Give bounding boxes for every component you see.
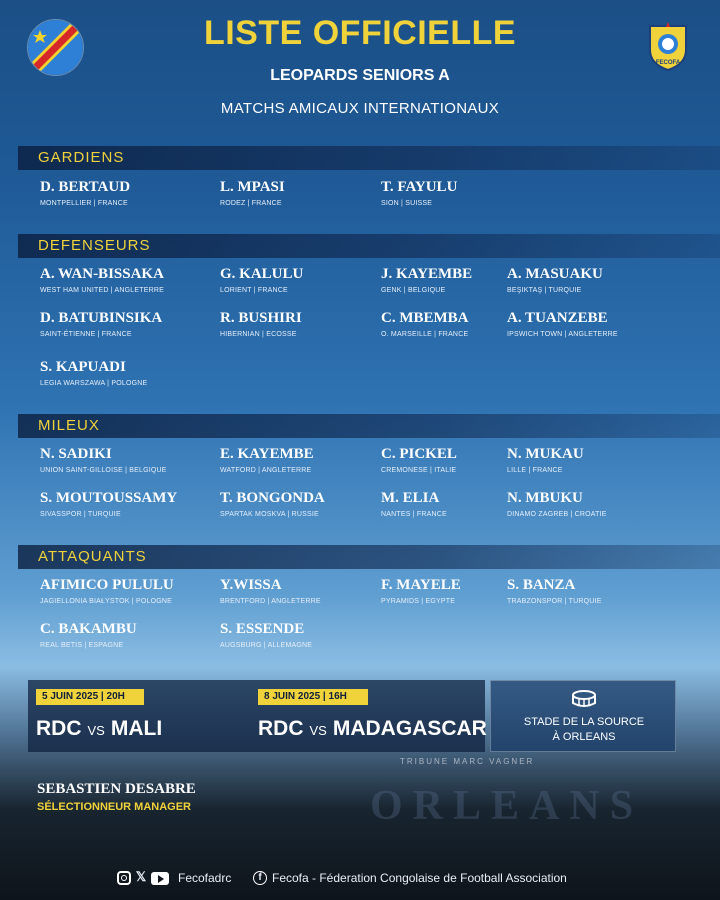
player-name: N. SADIKI bbox=[40, 446, 112, 462]
player-card bbox=[40, 359, 220, 387]
section-title: MILEUX bbox=[38, 417, 100, 434]
player-club: SION | SUISSE bbox=[381, 200, 433, 207]
page-title: LISTE OFFICIELLE bbox=[203, 14, 517, 52]
player-card bbox=[40, 621, 220, 649]
player-card bbox=[507, 310, 687, 338]
player-club: BRENTFORD | ANGLETERRE bbox=[220, 598, 321, 605]
section-title: DEFENSEURS bbox=[38, 237, 151, 254]
venue-name bbox=[491, 715, 677, 745]
x-icon[interactable]: 𝕏 bbox=[135, 869, 147, 884]
player-name: AFIMICO PULULU bbox=[40, 577, 174, 593]
stadium-icon bbox=[571, 689, 597, 709]
section-bar-attaquants bbox=[18, 545, 720, 569]
home-team: RDC bbox=[258, 717, 304, 740]
player-name: G. KALULU bbox=[220, 266, 304, 282]
player-name: A. TUANZEBE bbox=[507, 310, 608, 326]
player-card bbox=[220, 179, 400, 207]
player-card bbox=[40, 490, 220, 518]
section-bar-mileux bbox=[18, 414, 720, 438]
player-name: C. BAKAMBU bbox=[40, 621, 137, 637]
player-name: F. MAYELE bbox=[381, 577, 461, 593]
stadium-banner: ORLEANS bbox=[370, 783, 644, 829]
player-club: UNION SAINT-GILLOISE | BELGIQUE bbox=[40, 467, 167, 474]
coach-role: SÉLECTIONNEUR MANAGER bbox=[37, 801, 192, 813]
match-date: 5 JUIN 2025 | 20H bbox=[36, 689, 144, 705]
player-name: S. BANZA bbox=[507, 577, 576, 593]
player-club: SPARTAK MOSKVA | RUSSIE bbox=[220, 511, 319, 518]
player-card bbox=[220, 490, 400, 518]
instagram-icon[interactable] bbox=[117, 871, 131, 885]
match-date: 8 JUIN 2025 | 16H bbox=[258, 689, 368, 705]
player-card bbox=[507, 446, 687, 474]
player-card bbox=[381, 179, 561, 207]
player-name: L. MPASI bbox=[220, 179, 285, 195]
player-name: D. BATUBINSIKA bbox=[40, 310, 163, 326]
fixtures-panel bbox=[28, 680, 485, 752]
player-card bbox=[40, 446, 220, 474]
away-team: MADAGASCAR bbox=[332, 717, 487, 740]
youtube-icon[interactable] bbox=[151, 872, 169, 885]
venue-panel bbox=[490, 680, 676, 752]
venue-line-2: À ORLEANS bbox=[552, 731, 616, 743]
player-card bbox=[40, 310, 220, 338]
away-team: MALI bbox=[110, 717, 163, 740]
section-title: GARDIENS bbox=[38, 149, 125, 166]
svg-text:FECOFA: FECOFA bbox=[655, 60, 681, 66]
player-name: Y.WISSA bbox=[220, 577, 282, 593]
player-card bbox=[220, 621, 400, 649]
player-club: IPSWICH TOWN | ANGLETERRE bbox=[507, 331, 618, 338]
player-name: C. MBEMBA bbox=[381, 310, 469, 326]
stand-sign: TRIBUNE MARC VAGNER bbox=[400, 757, 535, 766]
player-club: SIVASSPOR | TURQUIE bbox=[40, 511, 121, 518]
event-name: MATCHS AMICAUX INTERNATIONAUX bbox=[220, 100, 500, 117]
coach-name: SEBASTIEN DESABRE bbox=[37, 781, 196, 797]
vs-label: VS bbox=[87, 723, 105, 738]
section-title: ATTAQUANTS bbox=[38, 548, 147, 565]
player-name: S. ESSENDE bbox=[220, 621, 305, 637]
match-fixture bbox=[36, 717, 162, 741]
player-name: C. PICKEL bbox=[381, 446, 457, 462]
player-club: PYRAMIDS | EGYPTE bbox=[381, 598, 456, 605]
player-club: REAL BETIS | ESPAGNE bbox=[40, 642, 124, 649]
home-team: RDC bbox=[36, 717, 82, 740]
player-club: JAGIELLONIA BIAŁYSTOK | POLOGNE bbox=[40, 598, 172, 605]
player-club: WEST HAM UNITED | ANGLETERRE bbox=[40, 287, 164, 294]
player-club: DINAMO ZAGREB | CROATIE bbox=[507, 511, 607, 518]
player-card bbox=[40, 179, 220, 207]
social-handle[interactable]: Fecofadrc bbox=[178, 871, 232, 885]
player-club: LORIENT | FRANCE bbox=[220, 287, 288, 294]
footer bbox=[0, 868, 720, 892]
player-club: BEŞIKTAŞ | TURQUIE bbox=[507, 287, 582, 294]
player-card bbox=[507, 266, 687, 294]
player-club: AUGSBURG | ALLEMAGNE bbox=[220, 642, 313, 649]
player-name: M. ELIA bbox=[381, 490, 440, 506]
team-name: LEOPARDS SENIORS A bbox=[270, 67, 450, 84]
player-club: MONTPELLIER | FRANCE bbox=[40, 200, 128, 207]
player-club: CREMONESE | ITALIE bbox=[381, 467, 457, 474]
player-club: LEGIA WARSZAWA | POLOGNE bbox=[40, 380, 148, 387]
player-card bbox=[220, 577, 400, 605]
player-club: TRABZONSPOR | TURQUIE bbox=[507, 598, 602, 605]
section-bar-gardiens bbox=[18, 146, 720, 170]
player-name: J. KAYEMBE bbox=[381, 266, 473, 282]
player-card bbox=[220, 446, 400, 474]
player-club: O. MARSEILLE | FRANCE bbox=[381, 331, 469, 338]
player-name: N. MUKAU bbox=[507, 446, 584, 462]
organization-name[interactable]: Fecofa - Féderation Congolaise de Football Association bbox=[272, 871, 567, 885]
player-card bbox=[40, 577, 220, 605]
venue-line-1: STADE DE LA SOURCE bbox=[523, 716, 645, 728]
player-name: A. WAN-BISSAKA bbox=[40, 266, 164, 282]
facebook-icon[interactable]: f bbox=[253, 871, 267, 885]
player-club: GENK | BELGIQUE bbox=[381, 287, 446, 294]
player-name: S. MOUTOUSSAMY bbox=[40, 490, 178, 506]
player-club: NANTES | FRANCE bbox=[381, 511, 447, 518]
player-card bbox=[507, 577, 687, 605]
player-name: S. KAPUADI bbox=[40, 359, 126, 375]
player-name: N. MBUKU bbox=[507, 490, 583, 506]
player-name: T. BONGONDA bbox=[220, 490, 325, 506]
player-card bbox=[220, 310, 400, 338]
player-card bbox=[40, 266, 220, 294]
player-name: R. BUSHIRI bbox=[220, 310, 302, 326]
player-card bbox=[220, 266, 400, 294]
player-club: WATFORD | ANGLETERRE bbox=[220, 467, 312, 474]
player-club: HIBERNIAN | ECOSSE bbox=[220, 331, 297, 338]
section-bar-defenseurs bbox=[18, 234, 720, 258]
player-club: LILLE | FRANCE bbox=[507, 467, 563, 474]
player-club: RODEZ | FRANCE bbox=[220, 200, 282, 207]
player-card bbox=[507, 490, 687, 518]
player-club: SAINT-ÉTIENNE | FRANCE bbox=[40, 331, 132, 338]
vs-label: VS bbox=[309, 723, 327, 738]
player-name: T. FAYULU bbox=[381, 179, 458, 195]
player-name: E. KAYEMBE bbox=[220, 446, 314, 462]
player-name: D. BERTAUD bbox=[40, 179, 131, 195]
player-name: A. MASUAKU bbox=[507, 266, 603, 282]
match-fixture bbox=[258, 717, 487, 741]
